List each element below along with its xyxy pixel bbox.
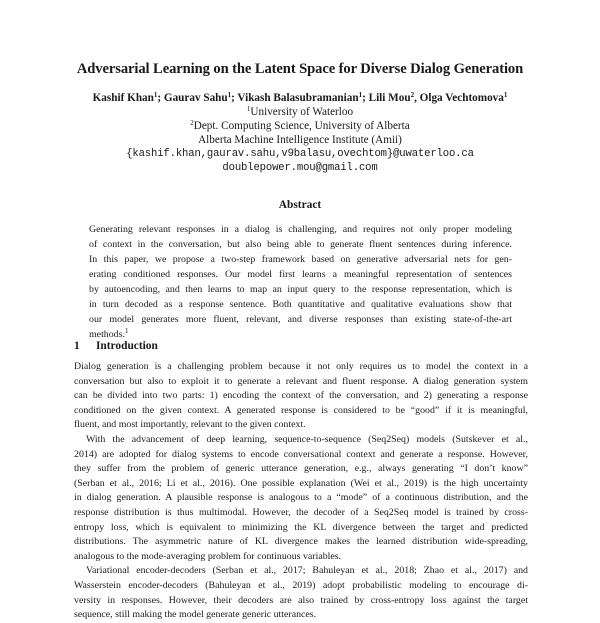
body-line: 2014) are adopted for dialog systems to encode conversational context and generate a response. However, (74, 448, 528, 460)
abstract-line: Generating relevant responses in a dialog is challenging, and requires not only proper modeling (89, 224, 512, 235)
body-line: Dialog generation is a challenging problem because it not only requires us to model the context in a (74, 361, 528, 372)
body-line: fluent, and most importantly, relevant to the given context. (74, 419, 306, 431)
body-line: can be divided into two parts: 1) encoding the context of the conversation, and 2) generating a response (74, 390, 528, 402)
affiliation-alberta: $^2$Dept. Computing Science, University of Alberta (190, 119, 410, 132)
paper-title: Adversarial Learning on the Latent Space for Diverse Dialog Generation (76, 61, 524, 77)
email-list-waterloo: {kashif.khan,gaurav.sahu,v9balasu,ovechtom}@uwaterloo.ca (126, 148, 474, 160)
section-title: Introduction (96, 340, 158, 352)
email-mou: doublepower.mou@gmail.com (222, 162, 378, 174)
body-line: response distribution is thus multimodal. However, the decoder of a Seq2Seq model is trained by cross- (74, 506, 528, 518)
body-line: sequence, still making the model generate generic utterances. (74, 609, 317, 621)
abstract-line: of context in the conversation, but also being able to generate fluent sentences during inference. (89, 239, 512, 250)
abstract-line: our model generates more fluent, relevant, and diverse responses than existing state-of-the-art (89, 314, 512, 325)
body-line: Wasserstein encoder-decoders (Bahuleyan et al., 2019) adopt probabilistic modeling to encourage di- (74, 579, 528, 591)
abstract-line: methods.$^1$ (89, 327, 129, 340)
introduction-body (74, 360, 528, 623)
author-list: Kashif Khan$^1$; Gaurav Sahu$^1$; Vikash Balasubramanian$^1$; Lili Mou$^2$, Olga Vechtomova$^1$ (92, 91, 508, 104)
body-line: analogous to the mode-averaging problem for continuous variables. (74, 550, 342, 562)
abstract-line: in turn decoded as a response sentence. Both quantitative and qualitative evaluations show that (89, 299, 512, 310)
body-line: entropy loss, which is equivalent to minimizing the KL divergence between the target and predicted (74, 521, 528, 533)
abstract-heading: Abstract (278, 199, 322, 211)
body-line: versity in responses. However, their decoders are also trained by cross-entropy loss against the target (74, 594, 528, 606)
body-line: they suffer from the problem of generic utterance generation, e.g., always generating “I don’t know” (74, 463, 528, 475)
abstract-line: In this paper, we propose a two-step framework based on generative adversarial nets for gen- (89, 254, 512, 265)
body-line: Variational encoder-decoders (Serban et al., 2017; Bahuleyan et al., 2018; Zhao et al., 2017) and (86, 565, 528, 577)
affiliation-amii: Alberta Machine Intelligence Institute (Amii) (198, 134, 402, 146)
abstract-text (89, 222, 512, 342)
body-line: (Serban et al., 2016; Li et al., 2016). One possible explanation (Wei et al., 2019) is the high uncertainty (74, 477, 528, 489)
body-line: in dialog generation. A plausible response is analogous to a “mode” of a continuous distribution, and the (74, 492, 528, 504)
abstract-line: by autoencoding, and then learns to map an input query to the response representation, which is (89, 284, 512, 295)
body-line: distributions. The asymmetric nature of KL divergence makes the learned distribution wide-spreading, (74, 536, 528, 548)
section-heading-introduction (74, 340, 158, 352)
body-line: conditioned on the given context. A generated response is considered to be “good” if it is meaningful, (74, 404, 528, 416)
body-line: With the advancement of deep learning, sequence-to-sequence (Seq2Seq) models (Sutskever et al., (86, 433, 528, 445)
body-line: conversation but also to exploit it to generate a relevant and fluent response. A dialog generation system (74, 375, 528, 387)
affiliation-waterloo: $^1$University of Waterloo (246, 105, 354, 118)
section-number: 1 (74, 340, 80, 352)
abstract-line: erating conditioned responses. Our model first learns a meaningful representation of sentences (89, 269, 512, 280)
